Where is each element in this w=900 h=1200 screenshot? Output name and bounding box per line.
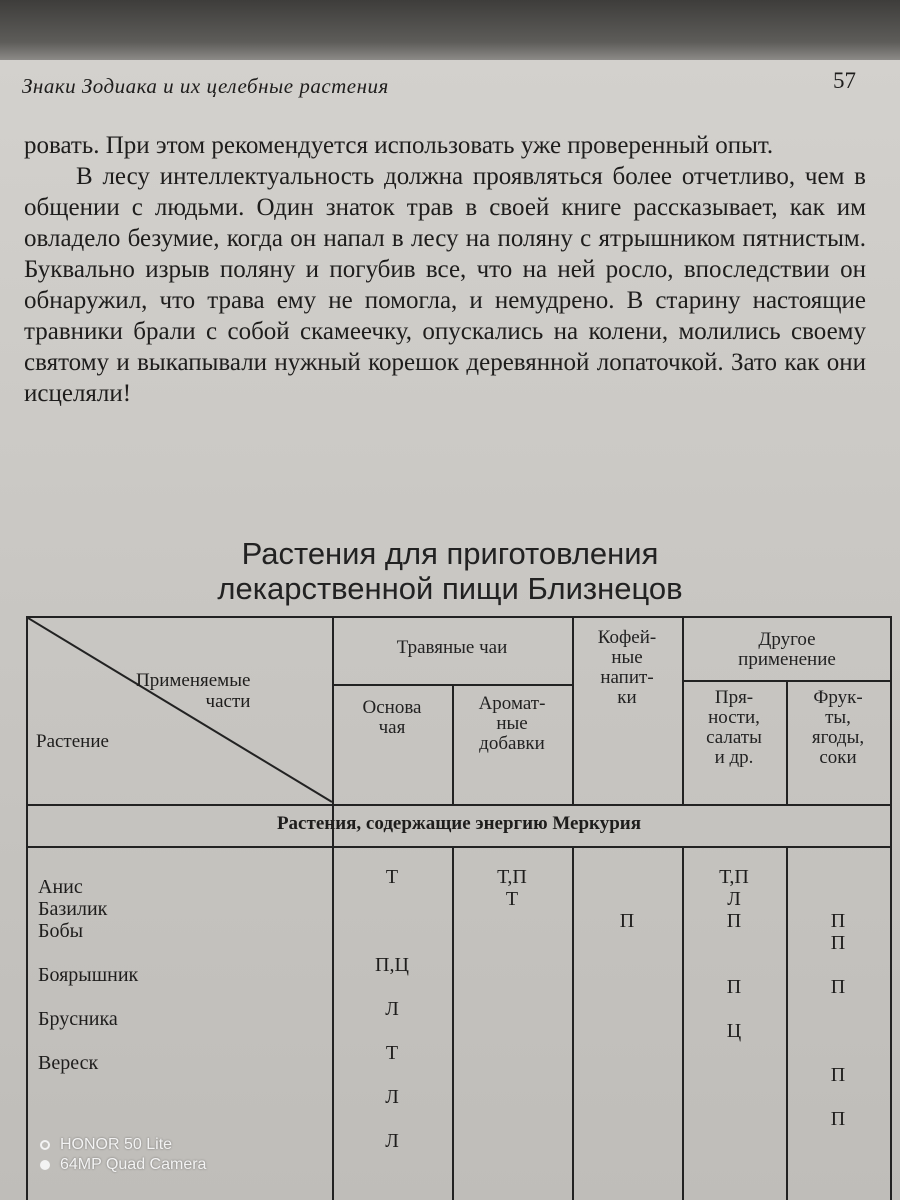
cell-mark: П — [830, 1064, 846, 1086]
cell-mark: П — [830, 1108, 846, 1130]
cell-mark: П — [726, 976, 742, 998]
paragraph: ровать. При этом рекомендуется использовать уже проверенный опыт. — [24, 132, 774, 159]
cell-mark: П — [830, 932, 846, 954]
cell-mark: Л — [385, 998, 399, 1020]
table-title — [0, 536, 900, 606]
corner-header-parts: Применяемые части — [136, 670, 251, 712]
cell-mark: Т — [505, 888, 519, 910]
hollow-dot-icon — [40, 1140, 50, 1150]
watermark-model: HONOR 50 Lite — [60, 1136, 173, 1153]
plant-name: Бобы — [38, 920, 84, 942]
column-divider — [682, 846, 684, 1200]
paragraph: В лесу интеллектуальность должна проявляться более отчетливо, чем в общении с людьми. Один знаток трав в своей книге рассказывает, как им овладело безумие, когда он напал в лесу на поляну с ятрышником пятнистым. Буквально изрыв поляну и погубив все, что на ней росло, впоследствии он обнаружил, что трава ему не помогла, и немудрено. В старину настоящие травники брали с собой скамеечку, опускались на колени, молились своему святому и выкапывали нужный корешок деревянной лопаточкой. Зато как они исцеляли! — [24, 163, 866, 407]
cell-mark: Т,П — [719, 866, 749, 888]
column-divider — [452, 846, 454, 1200]
cell-mark: Л — [385, 1130, 399, 1152]
row-divider — [332, 684, 572, 686]
column-divider — [572, 846, 574, 1200]
watermark-camera: 64MP Quad Camera — [60, 1156, 207, 1173]
header-tea-aroma: Аромат- ные добавки — [478, 693, 546, 754]
header-tea-base: Основа чая — [362, 697, 422, 738]
section-row-label: Растения, содержащие энергию Меркурия — [276, 813, 642, 834]
cell-mark: П — [830, 910, 846, 932]
filled-dot-icon — [40, 1160, 50, 1170]
watermark-line — [40, 1135, 206, 1155]
row-divider — [28, 804, 890, 806]
photo-dark-edge — [0, 0, 900, 60]
body-text — [24, 130, 866, 409]
cell-mark: Т — [385, 1042, 399, 1064]
book-page — [0, 60, 900, 1200]
table-title-line: Растения для приготовления — [241, 536, 659, 571]
cell-mark: Т — [385, 866, 399, 888]
table-title-line: лекарственной пищи Близнецов — [217, 571, 683, 606]
header-tea-group: Травяные чаи — [396, 637, 508, 658]
header-coffee: Кофей- ные напит- ки — [597, 627, 657, 708]
cell-mark: Ц — [726, 1020, 742, 1042]
plants-table — [26, 616, 892, 1200]
column-divider — [786, 846, 788, 1200]
plant-name: Брусника — [38, 1008, 118, 1030]
cell-mark: П — [619, 910, 635, 932]
plant-name: Базилик — [38, 898, 108, 920]
cell-mark: Л — [385, 1086, 399, 1108]
cell-mark: П,Ц — [375, 954, 409, 976]
corner-header-plant: Растение — [36, 731, 109, 752]
running-header: Знаки Зодиака и их целебные растения — [22, 74, 389, 98]
header-spices: Пря- ности, салаты и др. — [706, 687, 762, 768]
cell-mark: Л — [727, 888, 741, 910]
header-other-group: Другое применение — [738, 629, 836, 670]
header-fruits: Фрук- ты, ягоды, соки — [811, 687, 865, 768]
cell-mark: П — [726, 910, 742, 932]
row-divider — [682, 680, 892, 682]
plant-name: Анис — [38, 876, 83, 898]
page-number: 57 — [833, 68, 856, 93]
cell-mark: Т,П — [497, 866, 527, 888]
watermark-line — [40, 1155, 206, 1175]
plant-name: Боярышник — [38, 964, 139, 986]
camera-watermark — [40, 1135, 206, 1175]
plant-name: Вереск — [38, 1052, 99, 1074]
cell-mark: П — [830, 976, 846, 998]
row-divider — [28, 846, 890, 848]
